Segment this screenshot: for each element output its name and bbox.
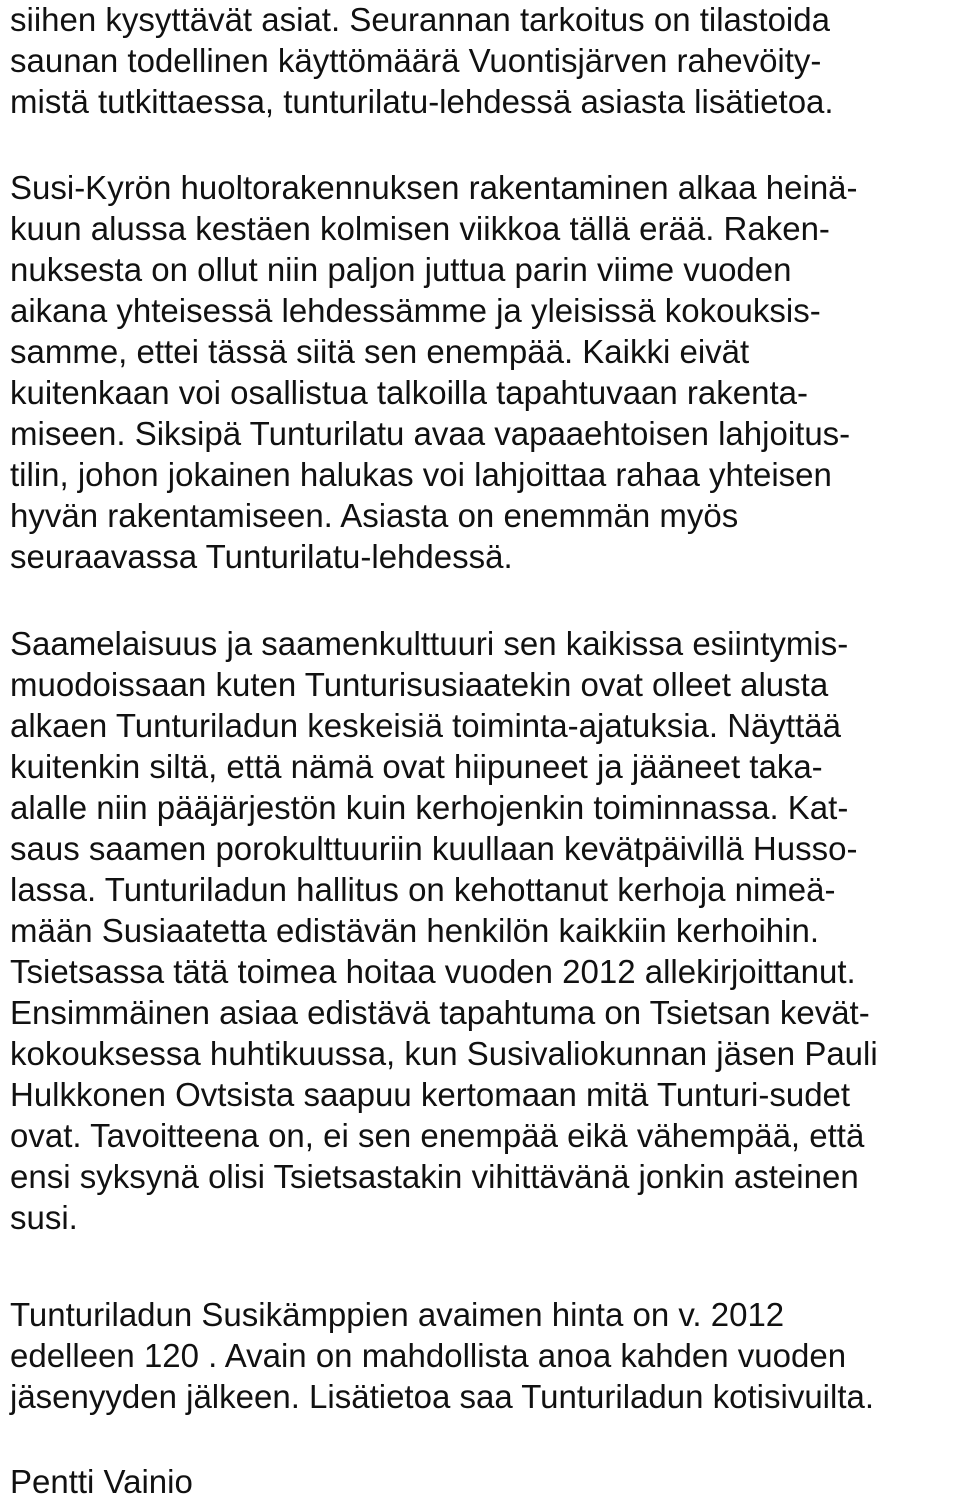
text-line: lassa. Tunturiladun hallitus on kehottanut kerhoja nimeä- <box>10 871 836 908</box>
text-line: saus saamen porokulttuuriin kuullaan kevätpäivillä Husso- <box>10 830 858 867</box>
text-line: mään Susiaatetta edistävän henkilön kaikkiin kerhoihin. <box>10 912 819 949</box>
text-line: hyvän rakentamiseen. Asiasta on enemmän myös <box>10 497 739 534</box>
text-line: Tsietsassa tätä toimea hoitaa vuoden 2012 allekirjoittanut. <box>10 953 856 990</box>
text-line: kuun alussa kestäen kolmisen viikkoa tällä erää. Raken- <box>10 210 830 247</box>
text-line: seuraavassa Tunturilatu-lehdessä. <box>10 538 513 575</box>
text-line: muodoissaan kuten Tunturisusiaatekin ovat olleet alusta <box>10 666 829 703</box>
text-line: saunan todellinen käyttömäärä Vuontisjärven rahevöity- <box>10 42 822 79</box>
signature: Pentti Vainio <box>10 1463 193 1500</box>
text-line: siihen kysyttävät asiat. Seurannan tarkoitus on tilastoida <box>10 1 830 38</box>
text-line: kuitenkin siltä, että nämä ovat hiipuneet ja jääneet taka- <box>10 748 823 785</box>
text-line: kuitenkaan voi osallistua talkoilla tapahtuvaan rakenta- <box>10 374 808 411</box>
text-line: samme, ettei tässä siitä sen enempää. Kaikki eivät <box>10 333 750 370</box>
text-line: alalle niin pääjärjestön kuin kerhojenkin toiminnassa. Kat- <box>10 789 849 826</box>
text-line: Hulkkonen Ovtsista saapuu kertomaan mitä Tunturi-sudet <box>10 1076 851 1113</box>
text-line: ovat. Tavoitteena on, ei sen enempää eikä vähempää, että <box>10 1117 865 1154</box>
text-line: Tunturiladun Susikämppien avaimen hinta on v. 2012 <box>10 1296 785 1333</box>
text-line: edelleen 120 . Avain on mahdollista anoa kahden vuoden <box>10 1337 847 1374</box>
text-line: ensi syksynä olisi Tsietsastakin vihittävänä jonkin asteinen <box>10 1158 859 1195</box>
text-line: aikana yhteisessä lehdessämme ja yleisissä kokouksis- <box>10 292 821 329</box>
text-line: tilin, johon jokainen halukas voi lahjoittaa rahaa yhteisen <box>10 456 832 493</box>
text-line: nuksesta on ollut niin paljon juttua parin viime vuoden <box>10 251 792 288</box>
text-line: susi. <box>10 1199 78 1236</box>
text-line: alkaen Tunturiladun keskeisiä toiminta-ajatuksia. Näyttää <box>10 707 841 744</box>
text-line: kokouksessa huhtikuussa, kun Susivaliokunnan jäsen Pauli <box>10 1035 878 1072</box>
text-line: mistä tutkittaessa, tunturilatu-lehdessä asiasta lisätietoa. <box>10 83 834 120</box>
text-line: jäsenyyden jälkeen. Lisätietoa saa Tunturiladun kotisivuilta. <box>10 1378 875 1415</box>
text-line: Saamelaisuus ja saamenkulttuuri sen kaikissa esiintymis- <box>10 625 849 662</box>
text-line: Susi-Kyrön huoltorakennuksen rakentaminen alkaa heinä- <box>10 169 858 206</box>
text-line: Ensimmäinen asiaa edistävä tapahtuma on Tsietsan kevät- <box>10 994 870 1031</box>
text-line: miseen. Siksipä Tunturilatu avaa vapaaehtoisen lahjoitus- <box>10 415 851 452</box>
